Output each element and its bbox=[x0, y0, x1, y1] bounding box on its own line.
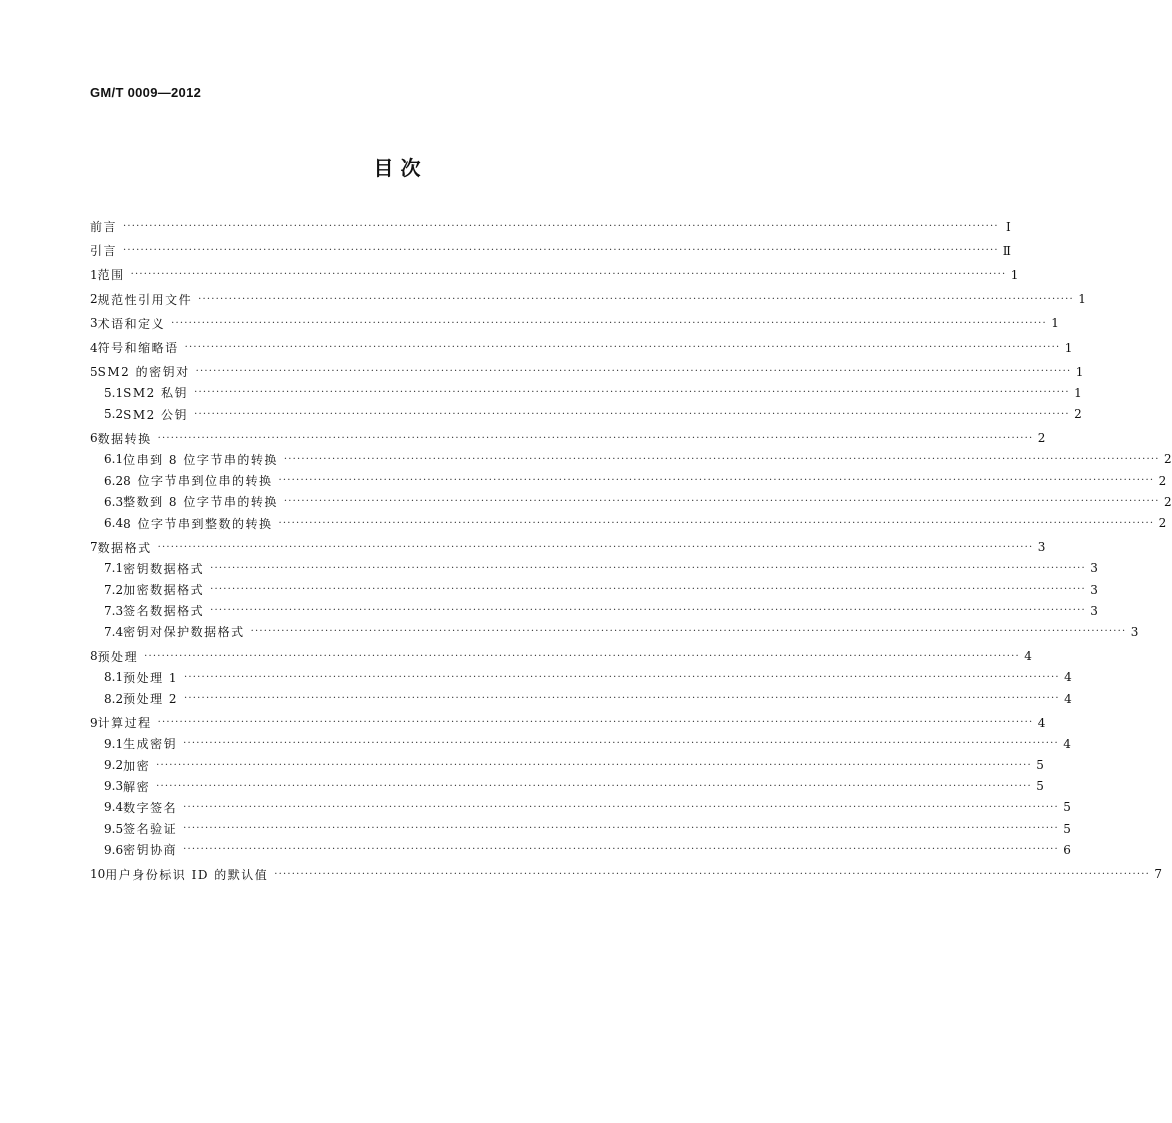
toc-leader-dots: ········································································································································································································ bbox=[157, 717, 1034, 729]
toc-entry-number: 9.1 bbox=[104, 736, 124, 751]
toc-leader-dots: ········································································································································································································ bbox=[123, 245, 999, 257]
toc-leader-dots: ········································································································································································································ bbox=[278, 517, 1155, 529]
toc-entry-number: 6.4 bbox=[104, 516, 124, 531]
toc-entry-page: 5 bbox=[1036, 779, 1044, 794]
toc-entry-number: 6.1 bbox=[104, 452, 124, 467]
toc-entry-page: 1 bbox=[1051, 316, 1059, 331]
toc-entry-number: 2 bbox=[90, 292, 98, 307]
toc-entry[interactable] bbox=[90, 818, 1071, 839]
toc-entry[interactable] bbox=[90, 667, 1072, 688]
toc-entry[interactable] bbox=[90, 512, 1167, 533]
toc-entry[interactable] bbox=[90, 313, 1059, 334]
toc-entry[interactable] bbox=[90, 382, 1082, 403]
toc-entry-page: 4 bbox=[1024, 649, 1032, 664]
toc-entry[interactable] bbox=[90, 491, 1172, 512]
toc-entry[interactable] bbox=[90, 404, 1082, 425]
toc-leader-dots: ········································································································································································································ bbox=[184, 342, 1061, 354]
toc-entry-page: 2 bbox=[1158, 473, 1167, 488]
toc-entry-page: 7 bbox=[1154, 867, 1163, 882]
toc-entry-page: 6 bbox=[1063, 842, 1071, 857]
toc-entry-page: 5 bbox=[1036, 758, 1044, 773]
toc-entry-label: 密钥对保护数据格式 bbox=[123, 625, 245, 640]
toc-entry-number: 7.2 bbox=[104, 582, 124, 597]
toc-entry-number: 8.2 bbox=[104, 691, 124, 706]
toc-entry-page: Ⅰ bbox=[1006, 219, 1011, 234]
toc-leader-dots: ········································································································································································································ bbox=[130, 269, 1007, 281]
toc-entry-label: SM2 公钥 bbox=[123, 407, 189, 422]
toc-leader-dots: ········································································································································································································ bbox=[210, 584, 1086, 596]
toc-entry-page: 3 bbox=[1090, 603, 1098, 618]
toc-entry[interactable] bbox=[90, 600, 1098, 621]
toc-entry-label: 整数到 8 位字节串的转换 bbox=[123, 495, 278, 510]
toc-entry-page: 5 bbox=[1063, 800, 1071, 815]
toc-entry-page: 2 bbox=[1163, 452, 1172, 467]
toc-entry-number: 9.4 bbox=[104, 800, 124, 815]
toc-entry-label: 预处理 2 bbox=[123, 692, 179, 707]
toc-leader-dots: ········································································································································································································ bbox=[157, 432, 1034, 444]
toc-entry-page: 1 bbox=[1074, 385, 1082, 400]
toc-leader-dots: ········································································································································································································ bbox=[144, 650, 1020, 662]
toc-entry-label: 数据格式 bbox=[97, 540, 152, 555]
toc-entry[interactable] bbox=[90, 797, 1071, 818]
toc-entry-page: 4 bbox=[1063, 736, 1071, 751]
toc-entry-label: 数据转换 bbox=[97, 431, 152, 446]
toc-entry[interactable] bbox=[90, 579, 1098, 600]
document-code: GM/T 0009—2012 bbox=[90, 85, 202, 100]
toc-entry-page: 1 bbox=[1010, 267, 1019, 282]
toc-entry-label: 密钥数据格式 bbox=[123, 561, 205, 576]
toc-entry-number: 5.2 bbox=[104, 407, 124, 422]
toc-entry[interactable] bbox=[90, 361, 1084, 382]
toc-entry[interactable] bbox=[90, 755, 1044, 776]
toc-entry-number: 5 bbox=[90, 364, 98, 379]
toc-entry-page: 3 bbox=[1090, 582, 1098, 597]
toc-entry[interactable] bbox=[90, 558, 1098, 579]
toc-entry-label: 签名数据格式 bbox=[123, 604, 205, 619]
toc-entry-page: 4 bbox=[1037, 715, 1046, 730]
toc-entry-number: 6.3 bbox=[104, 494, 124, 509]
page-title: 目 次 bbox=[373, 156, 421, 180]
toc-entry-label: 8 位字节串到整数的转换 bbox=[123, 516, 273, 531]
toc-entry-label: 生成密钥 bbox=[123, 737, 178, 752]
toc-entry[interactable] bbox=[90, 470, 1167, 491]
toc-entry-number: 9.5 bbox=[104, 821, 124, 836]
toc-leader-dots: ········································································································································································································ bbox=[250, 626, 1127, 638]
toc-entry-number: 4 bbox=[90, 340, 98, 355]
toc-entry-page: 2 bbox=[1163, 494, 1172, 509]
toc-leader-dots: ········································································································································································································ bbox=[210, 562, 1086, 574]
toc-entry-number: 7 bbox=[90, 540, 98, 555]
toc-entry[interactable] bbox=[90, 240, 1011, 261]
toc-leader-dots: ········································································································································································································ bbox=[274, 868, 1151, 880]
toc-entry-label: 加密数据格式 bbox=[123, 583, 205, 598]
toc-entry-page: 3 bbox=[1130, 624, 1139, 639]
toc-entry-number: 9.3 bbox=[104, 779, 124, 794]
toc-entry[interactable] bbox=[90, 289, 1086, 310]
toc-entry-label: 位串到 8 位字节串的转换 bbox=[123, 452, 278, 467]
toc-leader-dots: ········································································································································································································ bbox=[183, 738, 1059, 750]
toc-entry-label: 预处理 1 bbox=[123, 670, 179, 685]
toc-entry[interactable] bbox=[90, 863, 1163, 884]
toc-entry-label: 8 位字节串到位串的转换 bbox=[123, 474, 273, 489]
toc-entry[interactable] bbox=[90, 712, 1046, 733]
toc-entry[interactable] bbox=[90, 537, 1046, 558]
toc-entry-page: 3 bbox=[1090, 561, 1098, 576]
toc-entry-page: 1 bbox=[1075, 364, 1084, 379]
toc-leader-dots: ········································································································································································································ bbox=[157, 541, 1034, 553]
toc-leader-dots: ········································································································································································································ bbox=[194, 387, 1070, 399]
toc-entry[interactable] bbox=[90, 839, 1071, 860]
toc-entry-page: 4 bbox=[1064, 691, 1072, 706]
toc-entry-number: 9.6 bbox=[104, 842, 124, 857]
toc-entry-number: 8.1 bbox=[104, 670, 124, 685]
toc-entry[interactable] bbox=[90, 776, 1044, 797]
toc-entry[interactable] bbox=[90, 733, 1071, 754]
toc-entry-label: 范围 bbox=[97, 268, 125, 283]
toc-entry[interactable] bbox=[90, 428, 1046, 449]
toc-leader-dots: ········································································································································································································ bbox=[171, 317, 1047, 329]
toc-entry-number: 6 bbox=[90, 431, 98, 446]
toc-entry[interactable] bbox=[90, 449, 1172, 470]
toc-entry-label: 前言 bbox=[90, 220, 118, 235]
toc-entry-label: 术语和定义 bbox=[97, 316, 166, 331]
toc-entry-label: 计算过程 bbox=[97, 716, 152, 731]
toc-leader-dots: ········································································································································································································ bbox=[184, 693, 1060, 705]
toc-entry-label: 预处理 bbox=[97, 649, 139, 664]
toc-entry-page: 1 bbox=[1064, 340, 1073, 355]
toc-leader-dots: ········································································································································································································ bbox=[198, 293, 1074, 305]
toc-entry[interactable] bbox=[90, 646, 1032, 667]
toc-entry-page: 2 bbox=[1074, 407, 1082, 422]
toc-entry[interactable] bbox=[90, 264, 1019, 285]
toc-entry-label: SM2 私钥 bbox=[123, 386, 189, 401]
toc-entry[interactable] bbox=[90, 688, 1072, 709]
toc-leader-dots: ········································································································································································································ bbox=[283, 453, 1160, 465]
toc-entry-page: 4 bbox=[1064, 670, 1072, 685]
toc-entry-label: 数字签名 bbox=[123, 800, 178, 815]
toc-leader-dots: ········································································································································································································ bbox=[156, 759, 1032, 771]
toc-leader-dots: ········································································································································································································ bbox=[183, 823, 1059, 835]
toc-leader-dots: ········································································································································································································ bbox=[123, 221, 999, 233]
toc-entry-page: 2 bbox=[1158, 516, 1167, 531]
toc-leader-dots: ········································································································································································································ bbox=[183, 844, 1059, 856]
toc-entry-number: 1 bbox=[90, 267, 98, 282]
toc-leader-dots: ········································································································································································································ bbox=[194, 408, 1070, 420]
toc-entry-page: Ⅱ bbox=[1002, 243, 1011, 258]
toc-entry-label: 解密 bbox=[123, 779, 151, 794]
table-of-contents bbox=[90, 216, 1172, 885]
toc-entry-page: 5 bbox=[1063, 821, 1071, 836]
toc-leader-dots: ········································································································································································································ bbox=[195, 366, 1072, 378]
toc-entry-number: 5.1 bbox=[104, 385, 124, 400]
toc-entry[interactable] bbox=[90, 216, 1011, 237]
toc-entry-number: 7.3 bbox=[104, 603, 124, 618]
toc-entry-label: 用户身份标识 ID 的默认值 bbox=[105, 867, 269, 882]
toc-entry-number: 7.4 bbox=[104, 624, 124, 639]
toc-leader-dots: ········································································································································································································ bbox=[283, 496, 1160, 508]
toc-leader-dots: ········································································································································································································ bbox=[278, 475, 1155, 487]
toc-entry-number: 6.2 bbox=[104, 473, 124, 488]
toc-entry-page: 3 bbox=[1037, 540, 1046, 555]
toc-entry[interactable] bbox=[90, 337, 1073, 358]
toc-leader-dots: ········································································································································································································ bbox=[156, 780, 1032, 792]
toc-leader-dots: ········································································································································································································ bbox=[210, 605, 1086, 617]
toc-entry-number: 8 bbox=[90, 649, 98, 664]
toc-entry-label: 规范性引用文件 bbox=[97, 292, 193, 307]
toc-entry-label: 符号和缩略语 bbox=[97, 341, 179, 356]
toc-entry-number: 10 bbox=[90, 867, 106, 882]
toc-entry-label: 加密 bbox=[123, 758, 151, 773]
toc-entry-label: SM2 的密钥对 bbox=[97, 365, 190, 380]
toc-entry-number: 9 bbox=[90, 715, 98, 730]
toc-leader-dots: ········································································································································································································ bbox=[183, 801, 1059, 813]
toc-entry-label: 引言 bbox=[90, 244, 118, 259]
toc-entry-number: 7.1 bbox=[104, 561, 124, 576]
toc-entry-page: 2 bbox=[1037, 431, 1046, 446]
toc-entry-number: 9.2 bbox=[104, 758, 124, 773]
toc-entry-label: 密钥协商 bbox=[123, 843, 178, 858]
toc-entry-label: 签名验证 bbox=[123, 822, 178, 837]
toc-entry-page: 1 bbox=[1078, 292, 1086, 307]
toc-leader-dots: ········································································································································································································ bbox=[184, 671, 1060, 683]
toc-entry[interactable] bbox=[90, 621, 1139, 642]
toc-entry-number: 3 bbox=[90, 316, 98, 331]
